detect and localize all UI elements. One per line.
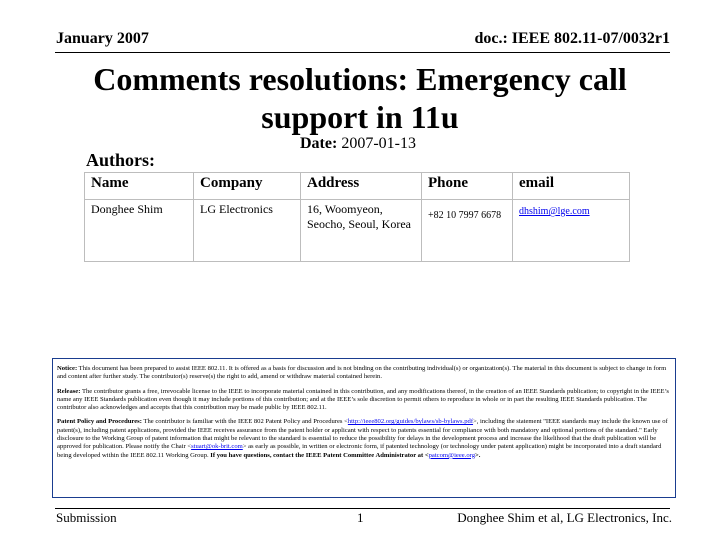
footer-rule (55, 508, 670, 509)
notice-paragraph (57, 365, 671, 382)
header-rule (55, 52, 670, 53)
authors-table (84, 172, 630, 262)
patent-end: >. (475, 451, 481, 459)
footer-page-number: 1 (357, 510, 364, 525)
column-header: Name (85, 173, 194, 200)
authors-label: Authors: (86, 150, 156, 170)
column-header: Address (301, 173, 422, 200)
date-value: 2007-01-13 (341, 135, 416, 152)
footer-author: Donghee Shim et al, LG Electronics, Inc. (457, 510, 672, 525)
patent-contact-text: If you have questions, contact the IEEE Patent Committee Administrator at < (210, 451, 429, 459)
patent-text: The contributor is familiar with the IEEE 802 Patent Policy and Procedures < (143, 418, 348, 426)
column-header: Phone (422, 173, 513, 200)
patent-text: >, including the statement "IEEE standards may include the known use of patent(s), including patent applications, provided the IEEE receives assurance from the patent holder or applicant with respect to patents essential for compliance with both mandatory and optional portions of the standard." Early disclosure to the Working Group of patent information that might be relevant to the standard is essential to reduce the possibility for delays in the development process and increase the likelihood that the draft publication will be approved for publication. Please notify the Chair < (57, 418, 668, 451)
author-email-link[interactable]: dhshim@lge.com (513, 200, 630, 262)
column-header: Company (194, 173, 301, 200)
patcom-email-link[interactable]: patcom@ieee.org (428, 451, 476, 459)
footer-submission: Submission (56, 510, 117, 525)
patent-paragraph (57, 418, 671, 459)
column-header: email (513, 173, 630, 200)
slide-date (300, 135, 416, 153)
date-label: Date: (300, 135, 338, 152)
author-company: LG Electronics (194, 200, 301, 262)
slide-title: Comments resolutions: Emergency call support in 11u (93, 61, 627, 135)
chair-email-link[interactable]: stuart@ok-brit.com (191, 443, 243, 451)
author-name: Donghee Shim (85, 200, 194, 262)
release-paragraph (57, 388, 671, 413)
release-label: Release: (57, 387, 81, 395)
author-address: 16, Woomyeon, Seocho, Seoul, Korea (301, 200, 422, 262)
header-doc-id: doc.: IEEE 802.11-07/0032r1 (474, 30, 670, 47)
table-header-row (85, 173, 630, 200)
notice-text: This document has been prepared to assist IEEE 802.11. It is offered as a basis for discussion and is not binding on the contributing individual(s) or organization(s). The material in this document is subject to change in form and content after further study. The contributor(s) reserve(s) the right to add, amend or withdraw material contained herein. (57, 365, 667, 381)
notice-box (52, 358, 676, 498)
notice-label: Notice: (57, 365, 78, 372)
release-text: The contributor grants a free, irrevocable license to the IEEE to incorporate material contained in this contribution, and any modifications thereof, in the creation of an IEEE Standards publication; to copyright in the IEEE’s name any IEEE Standards publication even though it may include portions of this contribution; and at the IEEE’s sole discretion to permit others to reproduce in whole or in part the resulting IEEE Standards publication. The contributor also acknowledges and accepts that this contribution may be made public by IEEE 802.11. (57, 387, 669, 412)
bylaws-link[interactable]: http://ieee802.org/guides/bylaws/sb-bylaws.pdf (347, 418, 474, 426)
patent-label: Patent Policy and Procedures: (57, 418, 142, 426)
table-row (85, 200, 630, 262)
author-phone: +82 10 7997 6678 (422, 200, 513, 262)
header-date: January 2007 (56, 30, 149, 47)
patent-text: > as early as possible, in written or electronic form, if patented technology (or technology under patent application) might be incorporated into a draft standard being developed within the IEEE 802.11 Working Group. (57, 443, 662, 459)
